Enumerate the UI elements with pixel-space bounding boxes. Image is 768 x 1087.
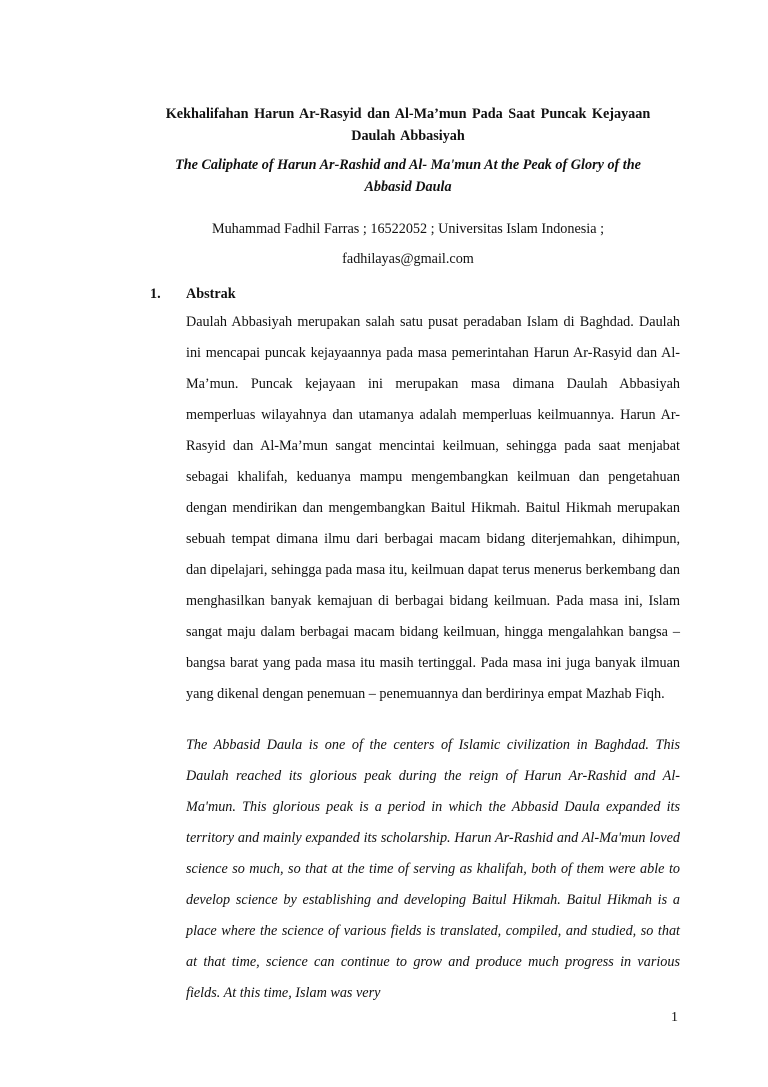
section-heading [150,282,236,306]
section-title: Abstrak [186,286,236,302]
author-block [150,214,666,274]
title-english: The Caliphate of Harun Ar-Rashid and Al- Ma'mun At the Peak of Glory of the Abbasid Daula [175,157,641,195]
abstract-english: The Abbasid Daula is one of the centers of Islamic civilization in Baghdad. This Daulah reached its glorious peak during the reign of Harun Ar-Rashid and Al-Ma'mun. This glorious peak is a period in which the Abbasid Daula expanded its territory and mainly expanded its scholarship. Harun Ar-Rashid and Al-Ma'mun loved science so much, so that at the time of serving as khalifah, both of them were able to develop science by establishing and developing Baitul Hikmah. Baitul Hikmah is a place where the science of various fields is translated, compiled, and studied, so that at that time, science can continue to grow and produce much progress in various fields. At this time, Islam was very [186,737,680,1001]
section-number: 1. [150,286,161,302]
author-email: fadhilayas@gmail.com [342,251,474,267]
author-line: Muhammad Fadhil Farras ; 16522052 ; Universitas Islam Indonesia ; [211,221,605,237]
page-number: 1 [671,1010,678,1025]
title-block [150,103,666,198]
abstract-indonesian: Daulah Abbasiyah merupakan salah satu pusat peradaban Islam di Baghdad. Daulah ini mencapai puncak kejayaannya pada masa pemerintahan Harun Ar-Rasyid dan Al-Ma’mun. Puncak kejayaan ini merupakan masa dimana Daulah Abbasiyah memperluas wilayahnya dan utamanya adalah memperluas keilmuannya. Harun Ar-Rasyid dan Al-Ma’mun sangat mencintai keilmuan, sehingga pada saat menjabat sebagai khalifah, keduanya mampu mengembangkan keilmuan dan pengetahuan dengan mendirikan dan mengembangkan Baitul Hikmah. Baitul Hikmah merupakan sebuah tempat dimana ilmu dari berbagai macam bidang diterjemahkan, dihimpun, dan dipelajari, sehingga pada masa itu, keilmuan dapat terus menerus berkembang dan menghasilkan banyak kemajuan di berbagai bidang keilmuan. Pada masa ini, Islam sangat maju dalam berbagai macam bidang keilmuan, hingga mengalahkan bangsa – bangsa barat yang pada masa itu masih tertinggal. Pada masa ini juga banyak ilmuan yang dikenal dengan penemuan – penemuannya dan berdirinya empat Mazhab Fiqh. [186,314,680,702]
title-indonesian: Kekhalifahan Harun Ar-Rasyid dan Al-Ma’mun Pada Saat Puncak Kejayaan Daulah Abbasiyah [165,106,651,144]
